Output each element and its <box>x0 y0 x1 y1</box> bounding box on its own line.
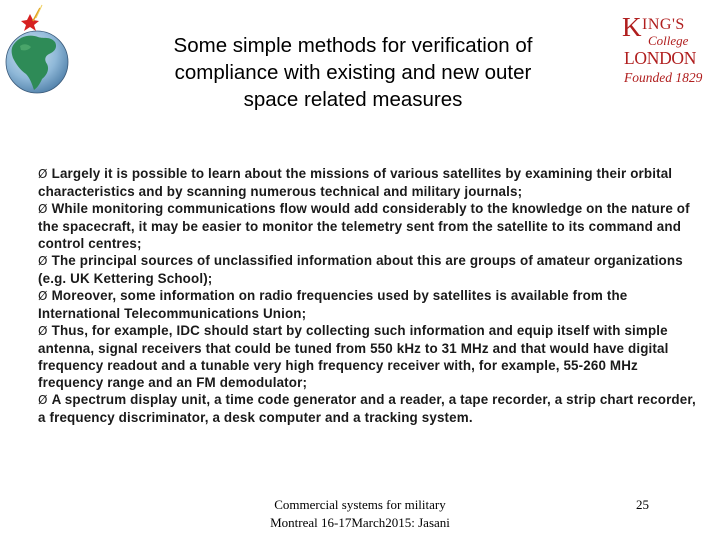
arrow-bullet-icon: Ø <box>38 167 48 181</box>
title-line: Some simple methods for verification of <box>173 34 533 57</box>
title-line: compliance with existing and new outer <box>174 61 532 84</box>
kings-college-london-logo <box>620 12 716 88</box>
bullet-text: Thus, for example, IDC should start by collecting such information and equip itself with simple antenna, signal receivers that could be tuned from 550 kHz to 31 MHz and that would have digital frequency readout and a tunable very high frequency receiver with, for example, 55-260 MHz frequency range and an FM demodulator; <box>38 323 669 390</box>
arrow-bullet-icon: Ø <box>38 289 48 303</box>
bullet-item <box>38 200 698 252</box>
bullet-list <box>38 165 698 426</box>
svg-text:College: College <box>648 33 689 48</box>
bullet-item <box>38 391 698 426</box>
footer-line: Montreal 16-17March2015: Jasani <box>270 515 450 530</box>
slide-footer <box>235 496 485 532</box>
slide-title <box>108 32 598 113</box>
svg-text:LONDON: LONDON <box>624 48 697 68</box>
arrow-bullet-icon: Ø <box>38 202 48 216</box>
arrow-bullet-icon: Ø <box>38 393 48 407</box>
svg-text:ING'S: ING'S <box>642 16 685 33</box>
bullet-item <box>38 252 698 287</box>
svg-text:Founded 1829: Founded 1829 <box>624 70 703 85</box>
title-line: space related measures <box>243 88 463 111</box>
arrow-bullet-icon: Ø <box>38 254 48 268</box>
svg-text:K: K <box>622 12 642 42</box>
arrow-bullet-icon: Ø <box>38 324 48 338</box>
bullet-text: While monitoring communications flow would add considerably to the knowledge on the nature of the spacecraft, it may be easier to monitor the telemetry sent from the satellite to its command and control centres; <box>38 201 690 251</box>
bullet-item <box>38 322 698 391</box>
footer-line: Commercial systems for military <box>274 497 446 512</box>
page-number: 25 <box>636 497 649 512</box>
bullet-text: Moreover, some information on radio frequencies used by satellites is available from the International Telecommunications Union; <box>38 288 628 321</box>
bullet-text: The principal sources of unclassified information about this are groups of amateur organizations (e.g. UK Kettering School); <box>38 253 683 286</box>
bullet-item <box>38 165 698 200</box>
bullet-item <box>38 287 698 322</box>
bullet-text: Largely it is possible to learn about the missions of various satellites by examining their orbital characteristics and by scanning numerous technical and military journals; <box>38 166 673 199</box>
globe-icon <box>0 0 80 100</box>
bullet-text: A spectrum display unit, a time code generator and a reader, a tape recorder, a strip chart recorder, a frequency discriminator, a desk computer and a tracking system. <box>38 392 696 425</box>
